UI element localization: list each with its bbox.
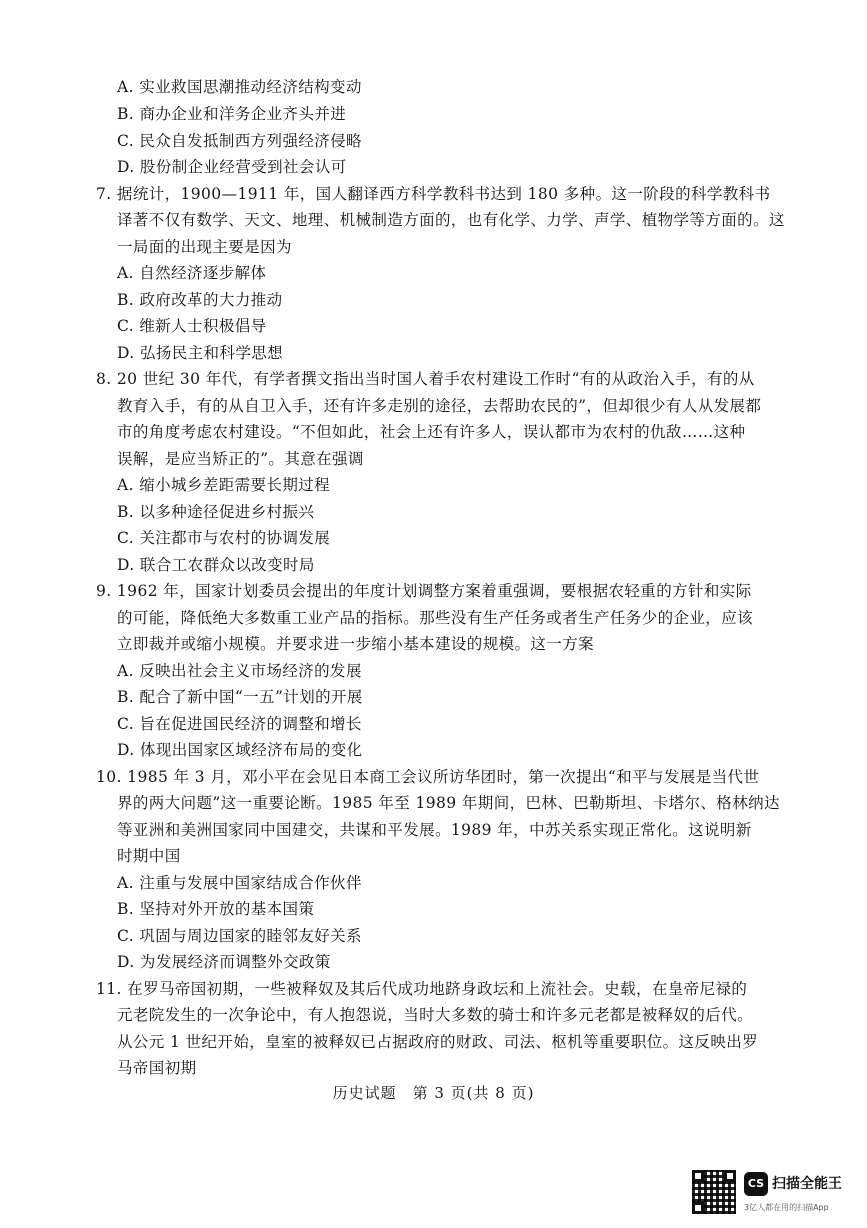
q7-stem-line-3: 一局面的出现主要是因为 bbox=[117, 238, 292, 256]
q11-stem-line-3: 从公元 1 世纪开始，皇室的被释奴已占据政府的财政、司法、枢机等重要职位。这反映出罗 bbox=[117, 1033, 759, 1051]
scanner-tagline: 3亿人都在用的扫描App bbox=[744, 1203, 829, 1212]
q10-stem-line-3: 等亚洲和美洲国家同中国建交，共谋和平发展。1989 年，中苏关系实现正常化。这说明新 bbox=[117, 821, 752, 839]
q6-option-b: B. 商办企业和洋务企业齐头并进 bbox=[117, 105, 347, 123]
q7-stem-line-2: 译著不仅有数学、天文、地理、机械制造方面的，也有化学、力学、声学、植物学等方面的。这 bbox=[117, 211, 785, 229]
qr-code-icon bbox=[692, 1170, 736, 1214]
q11-stem-line-2: 元老院发生的一次争论中，有人抱怨说，当时大多数的骑士和许多元老都是被释奴的后代。 bbox=[117, 1006, 754, 1024]
q9-option-c: C. 旨在促进国民经济的调整和增长 bbox=[117, 715, 362, 733]
q8-option-b: B. 以多种途径促进乡村振兴 bbox=[117, 503, 315, 521]
q10-stem-line-2: 界的两大问题”这一重要论断。1985 年至 1989 年期间，巴林、巴勒斯坦、卡塔尔、格林纳达 bbox=[117, 794, 780, 812]
q7-option-b: B. 政府改革的大力推动 bbox=[117, 291, 283, 309]
q8-option-c: C. 关注都市与农村的协调发展 bbox=[117, 529, 331, 547]
q7-option-a: A. 自然经济逐步解体 bbox=[117, 264, 267, 282]
scanner-watermark bbox=[692, 1168, 852, 1220]
q7-option-c: C. 维新人士积极倡导 bbox=[117, 317, 267, 335]
q9-stem-line-3: 立即裁并或缩小规模。并要求进一步缩小基本建设的规模。这一方案 bbox=[117, 635, 595, 653]
q8-stem-line-4: 误解，是应当矫正的”。其意在强调 bbox=[117, 450, 364, 468]
q8-option-a: A. 缩小城乡差距需要长期过程 bbox=[117, 476, 331, 494]
q8-stem-line-1: 8. 20 世纪 30 年代，有学者撰文指出当时国人着手农村建设工作时“有的从政治入手，有的从 bbox=[96, 370, 755, 388]
q6-option-d: D. 股份制企业经营受到社会认可 bbox=[117, 158, 347, 176]
q10-option-b: B. 坚持对外开放的基本国策 bbox=[117, 900, 315, 918]
q10-option-c: C. 巩固与周边国家的睦邻友好关系 bbox=[117, 927, 362, 945]
q8-option-d: D. 联合工农群众以改变时局 bbox=[117, 556, 315, 574]
q6-option-a: A. 实业救国思潮推动经济结构变动 bbox=[117, 78, 362, 96]
q11-stem-line-4: 马帝国初期 bbox=[117, 1059, 197, 1077]
page-footer: 历史试题 第 3 页(共 8 页) bbox=[332, 1084, 535, 1102]
q8-stem-line-2: 教育入手，有的从自卫入手，还有许多走别的途径，去帮助农民的”，但却很少有人从发展都 bbox=[117, 397, 762, 415]
camscanner-logo-icon: CS bbox=[744, 1172, 768, 1196]
q6-option-c: C. 民众自发抵制西方列强经济侵略 bbox=[117, 132, 362, 150]
q9-stem-line-1: 9. 1962 年，国家计划委员会提出的年度计划调整方案着重强调，要根据农轻重的方针和实际 bbox=[96, 582, 752, 600]
q9-option-b: B. 配合了新中国“一五”计划的开展 bbox=[117, 688, 363, 706]
q11-stem-line-1: 11. 在罗马帝国初期，一些被释奴及其后代成功地跻身政坛和上流社会。史载，在皇帝尼禄的 bbox=[96, 980, 748, 998]
q7-option-d: D. 弘扬民主和科学思想 bbox=[117, 344, 284, 362]
q9-stem-line-2: 的可能，降低绝大多数重工业产品的指标。那些没有生产任务或者生产任务少的企业，应该 bbox=[117, 609, 754, 627]
q10-option-d: D. 为发展经济而调整外交政策 bbox=[117, 953, 331, 971]
q9-option-d: D. 体现出国家区域经济布局的变化 bbox=[117, 741, 363, 759]
q10-stem-line-4: 时期中国 bbox=[117, 847, 181, 865]
scanner-brand-name: 扫描全能王 bbox=[772, 1176, 842, 1192]
q10-stem-line-1: 10. 1985 年 3 月，邓小平在会见日本商工会议所访华团时，第一次提出“和平与发展是当代世 bbox=[96, 768, 760, 786]
q10-option-a: A. 注重与发展中国家结成合作伙伴 bbox=[117, 874, 362, 892]
q9-option-a: A. 反映出社会主义市场经济的发展 bbox=[117, 662, 362, 680]
q8-stem-line-3: 市的角度考虑农村建设。“不但如此，社会上还有许多人，误认都市为农村的仇敌……这种 bbox=[117, 423, 746, 441]
q7-stem-line-1: 7. 据统计，1900—1911 年，国人翻译西方科学教科书达到 180 多种。这一阶段的科学教科书 bbox=[96, 185, 771, 203]
